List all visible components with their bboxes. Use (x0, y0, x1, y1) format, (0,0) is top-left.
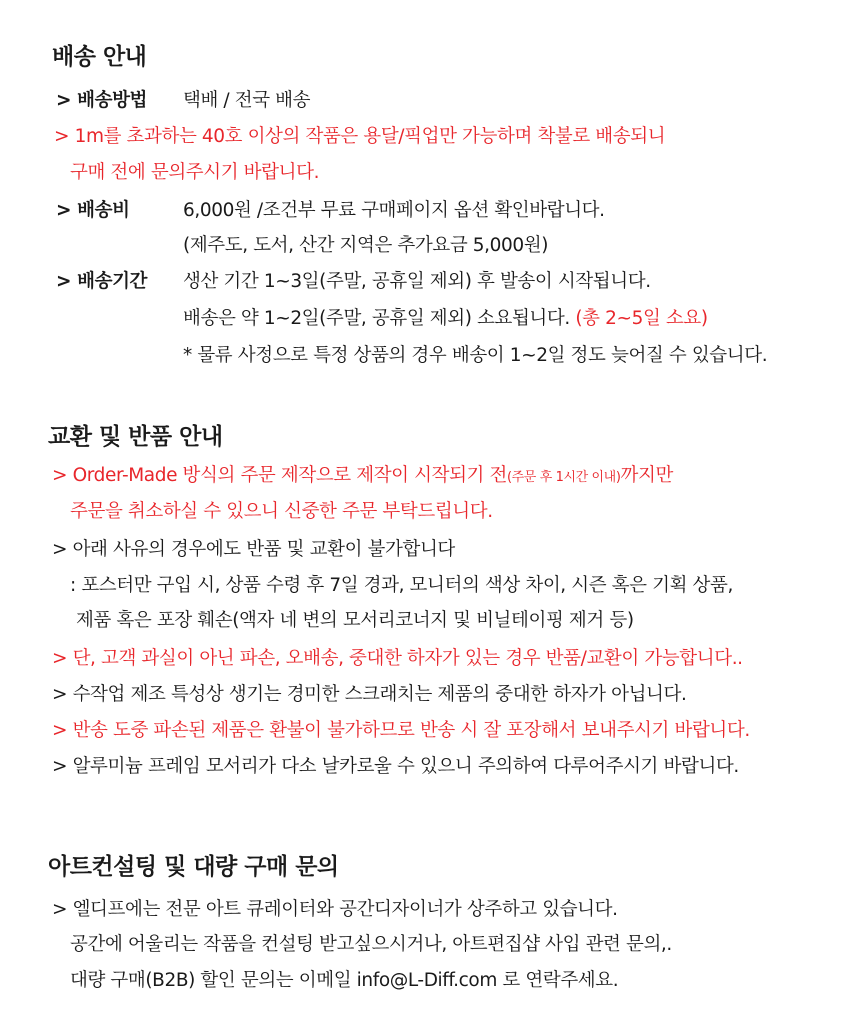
shipping-method-value: 택배 / 전국 배송 (183, 90, 311, 111)
shipping-period-label: > 배송기간 (56, 271, 148, 292)
shipping-duration: 배송은 약 1~2일(주말, 공휴일 제외) 소요됩니다. (183, 308, 570, 329)
oversize-notice-cont: 구매 전에 문의주시기 바랍니다. (70, 162, 320, 183)
consulting-line-1: > 엘디프에는 전문 아트 큐레이터와 공간디자이너가 상주하고 있습니다. (52, 899, 618, 920)
oversize-notice: > 1m를 초과하는 40호 이상의 작품은 용달/픽업만 가능하며 착불로 배송되니 (54, 126, 666, 147)
aluminum-notice: > 알루미늄 프레임 모서리가 다소 날카로울 수 있으니 주의하여 다루어주시기 바랍니다. (52, 756, 739, 777)
consulting-title: 아트컨설팅 및 대량 구매 문의 (48, 854, 339, 880)
exception-notice: > 단, 고객 과실이 아닌 파손, 오배송, 중대한 하자가 있는 경우 반품/교환이 가능합니다.. (52, 648, 743, 669)
no-return-reasons-cont: 제품 혹은 포장 훼손(액자 네 변의 모서리코너지 및 비닐테이핑 제거 등) (76, 610, 634, 631)
shipping-period-value: 생산 기간 1~3일(주말, 공휴일 제외) 후 발송이 시작됩니다. (183, 271, 651, 292)
shipping-fee-label: > 배송비 (56, 200, 130, 221)
packaging-notice: > 반송 도중 파손된 제품은 환불이 불가하므로 반송 시 잘 포장해서 보내주시기 바랍니다. (52, 720, 750, 741)
shipping-total-duration: (총 2~5일 소요) (575, 308, 708, 329)
shipping-delay-note: * 물류 사정으로 특정 상품의 경우 배송이 1~2일 정도 늦어질 수 있습니다. (183, 345, 768, 366)
order-made-notice-cont: 주문을 취소하실 수 있으니 신중한 주문 부탁드립니다. (70, 501, 493, 522)
consulting-line-3: 대량 구매(B2B) 할인 문의는 이메일 info@L-Diff.com 로 연락주세요. (70, 970, 619, 991)
shipping-method-label: > 배송방법 (56, 90, 148, 111)
scratch-notice: > 수작업 제조 특성상 생기는 경미한 스크래치는 제품의 중대한 하자가 아닙니다. (52, 684, 687, 705)
exchange-title: 교환 및 반품 안내 (48, 424, 223, 450)
shipping-fee-value: 6,000원 /조건부 무료 구매페이지 옵션 확인바랍니다. (183, 200, 605, 221)
consulting-line-2: 공간에 어울리는 작품을 컨설팅 받고싶으시거나, 아트편집샵 사입 관련 문의,. (70, 934, 672, 955)
no-return-notice: > 아래 사유의 경우에도 반품 및 교환이 불가합니다 (52, 539, 455, 560)
order-made-notice (52, 461, 673, 487)
shipping-title: 배송 안내 (52, 44, 147, 70)
order-made-time: (주문 후 1시간 이내) (506, 470, 621, 485)
no-return-reasons: : 포스터만 구입 시, 상품 수령 후 7일 경과, 모니터의 색상 차이, 시즌 혹은 기획 상품, (70, 575, 733, 596)
order-made-text: > Order-Made 방식의 주문 제작으로 제작이 시작되기 전 (52, 465, 507, 486)
order-made-until: 까지만 (620, 465, 673, 486)
shipping-fee-note: (제주도, 도서, 산간 지역은 추가요금 5,000원) (183, 235, 549, 256)
shipping-period-line2 (183, 304, 708, 330)
